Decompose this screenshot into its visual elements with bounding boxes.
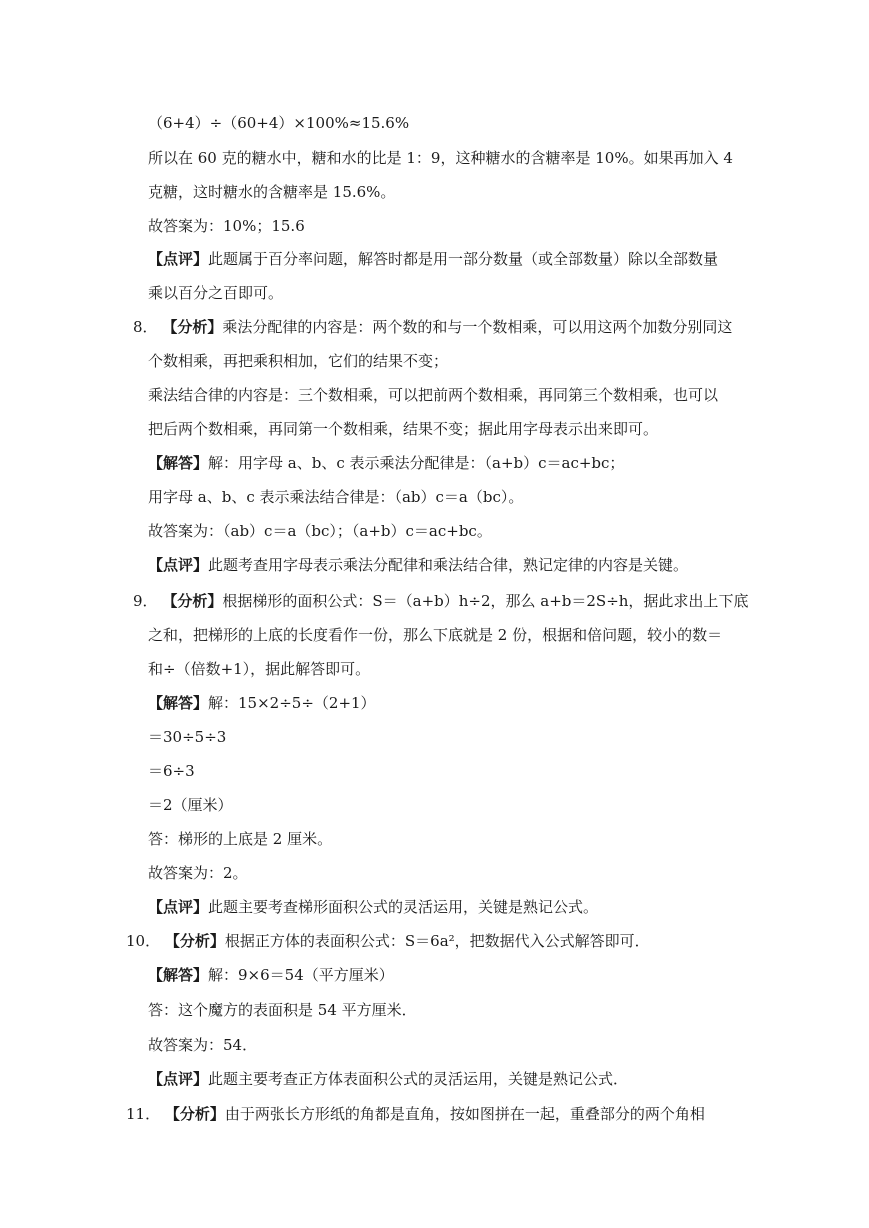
p8-comment bbox=[148, 555, 688, 575]
p9-analysis-line-3: 和÷（倍数+1），据此解答即可。 bbox=[148, 660, 371, 678]
p8-solution-line-1: 解：用字母 a、b、c 表示乘法分配律是：（a+b）c＝ac+bc； bbox=[208, 454, 625, 472]
p8-number: 8． bbox=[133, 318, 158, 336]
p10-comment-text: 此题主要考查正方体表面积公式的灵活运用，关键是熟记公式． bbox=[208, 1070, 629, 1088]
p8-analysis-line-3: 乘法结合律的内容是：三个数相乘，可以把前两个数相乘，再同第三个数相乘，也可以 bbox=[148, 386, 719, 404]
p9-analysis-line-1: 根据梯形的面积公式：S＝（a+b）h÷2，那么 a+b＝2S÷h，据此求出上下底 bbox=[222, 592, 749, 610]
p8-analysis-line-1: 乘法分配律的内容是：两个数的和与一个数相乘，可以用这两个加数分别同这 bbox=[222, 318, 733, 336]
analysis-tag: 【分析】 bbox=[162, 592, 223, 610]
p7-comment-line-1: 此题属于百分率问题，解答时都是用一部分数量（或全部数量）除以全部数量 bbox=[208, 250, 719, 268]
p8-analysis bbox=[133, 317, 732, 337]
p10-analysis-text: 根据正方体的表面积公式：S＝6a²，把数据代入公式解答即可． bbox=[224, 932, 650, 950]
p9-analysis-line-2: 之和，把梯形的上底的长度看作一份，那么下底就是 2 份，根据和倍问题，较小的数＝ bbox=[148, 626, 723, 644]
p8-comment-text: 此题考查用字母表示乘法分配律和乘法结合律，熟记定律的内容是关键。 bbox=[208, 556, 689, 574]
p10-reply: 答：这个魔方的表面积是 54 平方厘米． bbox=[148, 1001, 417, 1019]
solution-tag: 【解答】 bbox=[148, 694, 209, 712]
p9-answer: 故答案为：2。 bbox=[148, 864, 248, 882]
analysis-tag: 【分析】 bbox=[162, 318, 223, 336]
p10-comment bbox=[148, 1069, 628, 1089]
p9-analysis bbox=[133, 591, 748, 611]
p9-reply: 答：梯形的上底是 2 厘米。 bbox=[148, 830, 333, 848]
p8-answer: 故答案为：（ab）c＝a（bc）；（a+b）c＝ac+bc。 bbox=[148, 522, 492, 540]
solution-tag: 【解答】 bbox=[148, 966, 209, 984]
p8-analysis-line-4: 把后两个数相乘，再同第一个数相乘，结果不变；据此用字母表示出来即可。 bbox=[148, 420, 659, 438]
p10-analysis bbox=[126, 931, 650, 951]
p9-comment-text: 此题主要考查梯形面积公式的灵活运用，关键是熟记公式。 bbox=[208, 898, 599, 916]
p10-number: 10． bbox=[126, 932, 161, 950]
p11-analysis bbox=[126, 1104, 705, 1124]
p10-solution bbox=[148, 965, 394, 985]
comment-tag: 【点评】 bbox=[148, 1070, 209, 1088]
p7-comment-line-2: 乘以百分之百即可。 bbox=[148, 284, 284, 302]
p7-conclusion-line-2: 克糖，这时糖水的含糖率是 15.6%。 bbox=[148, 183, 396, 201]
p8-analysis-line-2: 个数相乘，再把乘积相加，它们的结果不变； bbox=[148, 352, 449, 370]
p9-step-2: ＝6÷3 bbox=[148, 762, 195, 780]
analysis-tag: 【分析】 bbox=[164, 1105, 225, 1123]
p10-solution-text: 解：9×6＝54（平方厘米） bbox=[208, 966, 394, 984]
comment-tag: 【点评】 bbox=[148, 556, 209, 574]
p8-solution bbox=[148, 453, 624, 473]
solution-tag: 【解答】 bbox=[148, 454, 209, 472]
p7-comment bbox=[148, 249, 718, 269]
comment-tag: 【点评】 bbox=[148, 250, 209, 268]
p9-step-1: ＝30÷5÷3 bbox=[148, 728, 227, 746]
p7-conclusion-line-1: 所以在 60 克的糖水中，糖和水的比是 1：9，这种糖水的含糖率是 10%。如果再加入 4 bbox=[148, 149, 733, 167]
p9-step-3: ＝2（厘米） bbox=[148, 796, 233, 814]
p11-number: 11． bbox=[126, 1105, 161, 1123]
p9-solution bbox=[148, 693, 376, 713]
p9-comment bbox=[148, 897, 598, 917]
p9-solution-line-1: 解：15×2÷5÷（2+1） bbox=[208, 694, 376, 712]
p11-analysis-line-1: 由于两张长方形纸的角都是直角，按如图拼在一起，重叠部分的两个角相 bbox=[224, 1105, 705, 1123]
p9-number: 9． bbox=[133, 592, 158, 610]
p10-answer: 故答案为：54． bbox=[148, 1036, 258, 1054]
comment-tag: 【点评】 bbox=[148, 898, 209, 916]
analysis-tag: 【分析】 bbox=[164, 932, 225, 950]
p8-solution-line-2: 用字母 a、b、c 表示乘法结合律是：（ab）c＝a（bc）。 bbox=[148, 488, 524, 506]
p7-formula: （6+4）÷（60+4）×100%≈15.6% bbox=[148, 114, 410, 132]
p7-answer: 故答案为：10%；15.6 bbox=[148, 217, 305, 235]
